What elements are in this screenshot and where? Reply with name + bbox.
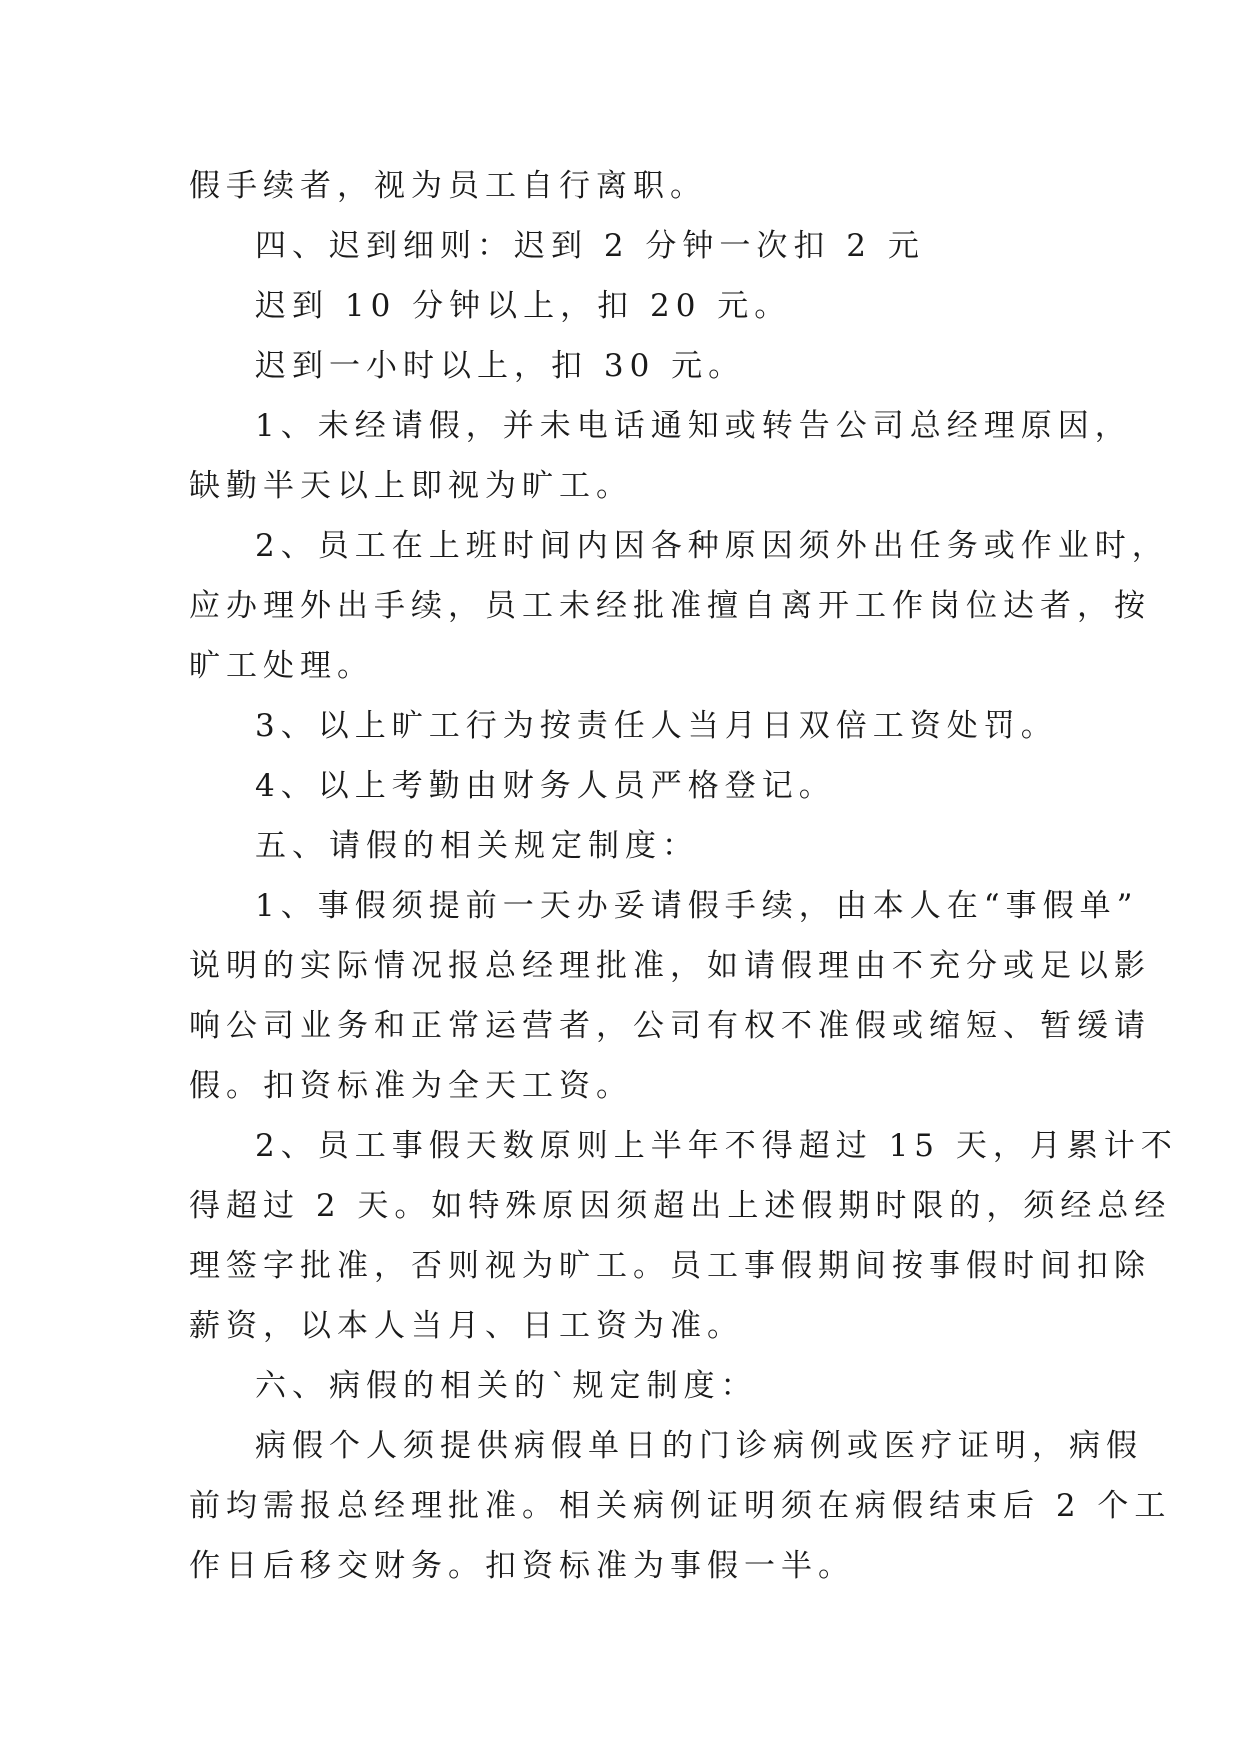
text-line: 2、员工事假天数原则上半年不得超过 15 天，月累计不: [255, 1128, 1178, 1164]
text-line: 四、迟到细则：迟到 2 分钟一次扣 2 元: [255, 228, 925, 264]
text-line: 前均需报总经理批准。相关病例证明须在病假结束后 2 个工: [189, 1488, 1172, 1524]
text-line: 作日后移交财务。扣资标准为事假一半。: [189, 1548, 855, 1584]
text-line: 理签字批准，否则视为旷工。员工事假期间按事假时间扣除: [189, 1248, 1151, 1284]
text-line: 迟到一小时以上，扣 30 元。: [255, 348, 746, 384]
document-body: [189, 156, 1178, 1596]
text-line: 应办理外出手续，员工未经批准擅自离开工作岗位达者，按: [189, 588, 1151, 624]
text-line: 1、事假须提前一天办妥请假手续，由本人在“事假单”: [255, 888, 1139, 924]
text-line: 得超过 2 天。如特殊原因须超出上述假期时限的，须经总经: [189, 1188, 1172, 1224]
text-line: 1、未经请假，并未电话通知或转告公司总经理原因，: [255, 408, 1132, 444]
text-line: 说明的实际情况报总经理批准，如请假理由不充分或足以影: [189, 948, 1151, 984]
section-heading: 六、病假的相关的`规定制度：: [255, 1368, 758, 1404]
text-line: 缺勤半天以上即视为旷工。: [189, 468, 633, 504]
text-line: 迟到 10 分钟以上，扣 20 元。: [255, 288, 792, 324]
text-line: 2、员工在上班时间内因各种原因须外出任务或作业时，: [255, 528, 1169, 564]
text-line: 3、以上旷工行为按责任人当月日双倍工资处罚。: [255, 708, 1058, 744]
text-line: 4、以上考勤由财务人员严格登记。: [255, 768, 836, 804]
text-line: 假手续者，视为员工自行离职。: [189, 168, 707, 204]
text-line: 假。扣资标准为全天工资。: [189, 1068, 633, 1104]
text-line: 病假个人须提供病假单日的门诊病例或医疗证明，病假: [255, 1428, 1143, 1464]
section-heading: 五、请假的相关规定制度：: [255, 828, 699, 864]
text-line: 旷工处理。: [189, 648, 374, 684]
text-line: 薪资，以本人当月、日工资为准。: [189, 1308, 744, 1344]
text-line: 响公司业务和正常运营者，公司有权不准假或缩短、暂缓请: [189, 1008, 1151, 1044]
